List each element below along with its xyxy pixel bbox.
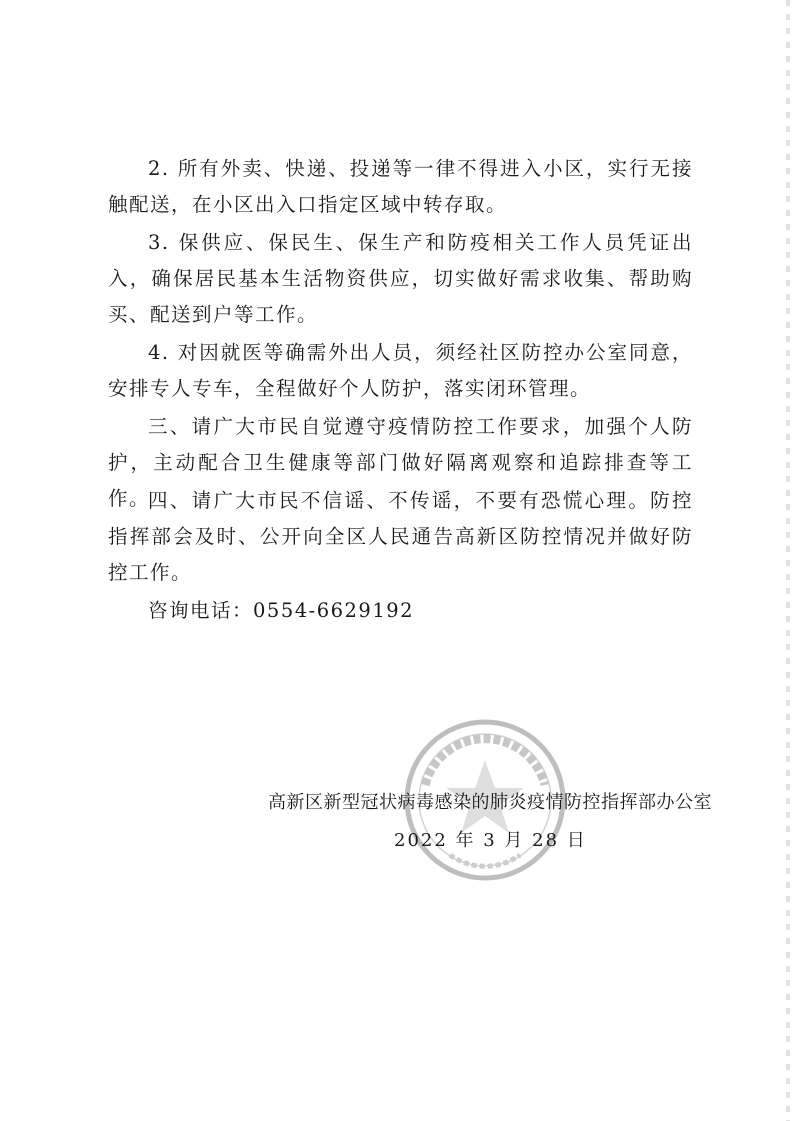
scan-edge-mark xyxy=(786,0,790,1121)
issue-date: 2022 年 3 月 28 日 xyxy=(394,830,587,851)
paragraph-section-four: 四、请广大市民不信谣、不传谣，不要有恐慌心理。防控指挥部会及时、公开向全区人民通告高新区防控情况并做好防控工作。 xyxy=(108,489,693,584)
issuing-office: 高新区新型冠状病毒感染的肺炎疫情防控指挥部办公室 xyxy=(268,792,712,813)
paragraph-item-2: 2. 所有外卖、快递、投递等一律不得进入小区，实行无接触配送，在小区出入口指定区域中转存取。 xyxy=(108,157,693,216)
paragraph-item-3: 3. 保供应、保民生、保生产和防疫相关工作人员凭证出入，确保居民基本生活物资供应，切实做好需求收集、帮助购买、配送到户等工作。 xyxy=(108,231,693,326)
contact-phone: 咨询电话：0554-6629192 xyxy=(148,599,415,622)
paragraph-item-4: 4. 对因就医等确需外出人员，须经社区防控办公室同意，安排专人专车，全程做好个人防护，落实闭环管理。 xyxy=(108,341,693,400)
paragraph-section-three: 三、请广大市民自觉遵守疫情防控工作要求，加强个人防护，主动配合卫生健康等部门做好隔离观察和追踪排查等工作。 xyxy=(108,415,693,510)
